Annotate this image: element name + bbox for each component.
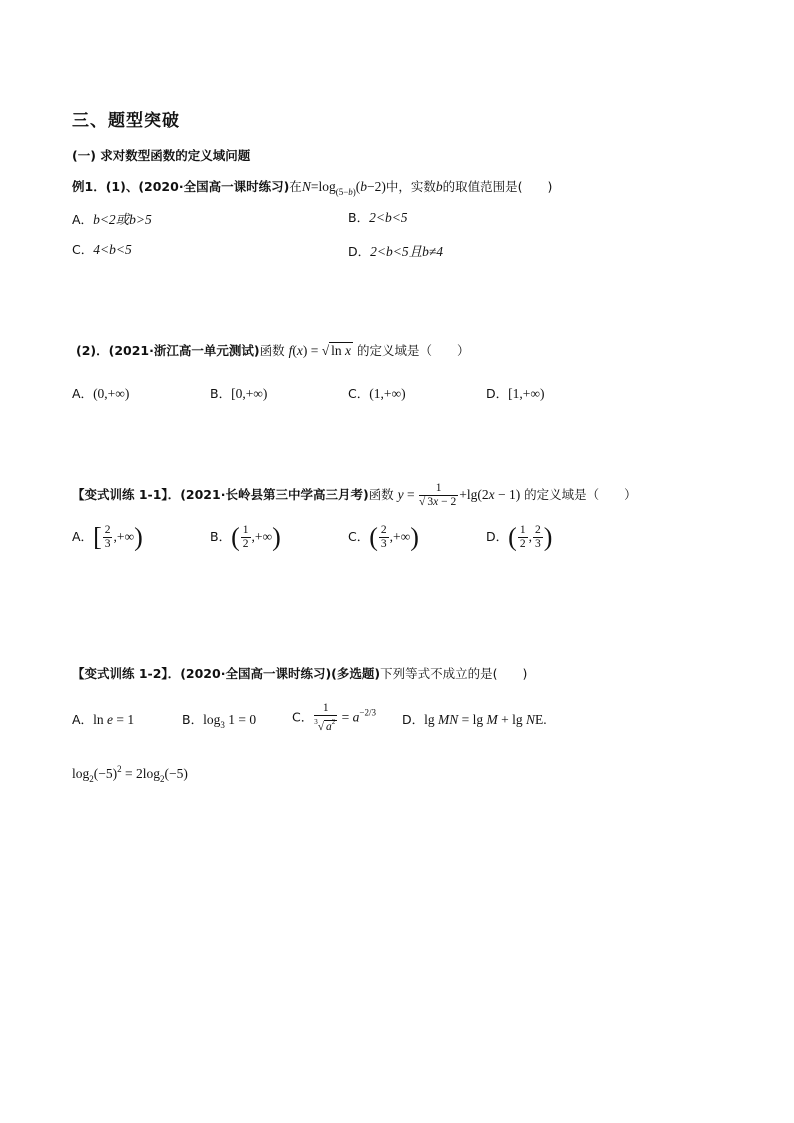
- variant-1-1-question: 【变式训练 1-1】．(2021·长岭县第三中学高三月考)函数 y = $\frac{1}{√ 3x - 2}$ +lg(2x − 1) 的定义域是（ ）: [72, 482, 637, 508]
- variant-1-2-source: (2020·全国高一课时练习)(多选题): [180, 666, 381, 681]
- variant-1-1-option-c: C．( $\frac{2}{3}$ ,+∞): [348, 522, 419, 552]
- formula-log: N: [301, 179, 311, 194]
- formula-function-y: y: [397, 487, 404, 502]
- example-1-prefix: 例1．(1)、: [72, 179, 139, 194]
- variant-1-2-option-e-formula: $\log_2(-5)^2 = 2\log_2(-5)$: [72, 764, 188, 784]
- example-2-option-c: C．(1,+∞): [348, 386, 406, 401]
- variant-1-1-option-b: B．( $\frac{1}{2}$ ,+∞): [210, 522, 281, 552]
- variant-1-1-source: (2021·长岭县第三中学高三月考): [180, 487, 369, 502]
- example-1-source: (2020·全国高一课时练习): [138, 179, 290, 194]
- example-1-option-b: B．2<b<5: [348, 210, 408, 225]
- variant-1-2-option-a: A．ln e = 1: [72, 712, 135, 727]
- variant-1-1-option-a: A．[ $\frac{2}{3}$ ,+∞): [72, 522, 143, 552]
- example-2-option-a: A．(0,+∞): [72, 386, 130, 401]
- example-2-source: (2021·浙江高一单元测试): [108, 343, 260, 358]
- example-1-option-c: C．4<b<5: [72, 242, 132, 257]
- formula-sqrt-ln: f: [288, 343, 293, 358]
- example-2-question: (2)．(2021·浙江高一单元测试)函数 f(x) = √ ln x 的定义域是（ ）: [76, 343, 470, 358]
- section-title: 三、题型突破: [72, 111, 180, 131]
- variant-1-2-option-c: C． $\frac{1}{^3√ a^2}$ = $a^{-2/3}$: [292, 702, 376, 733]
- example-2-option-b: B．[0,+∞): [210, 386, 268, 401]
- variant-1-2-option-b: B．$\log_3 1 = 0$: [182, 712, 257, 730]
- example-1-option-a: A．b<2或b>5: [72, 212, 152, 227]
- variant-1-2-question: 【变式训练 1-2】．(2020·全国高一课时练习)(多选题)下列等式不成立的是( ): [72, 666, 528, 681]
- variant-1-2-option-d: D．lg MN = lg M + lg NE.: [402, 712, 547, 727]
- subsection-title: (一) 求对数型函数的定义域问题: [72, 148, 251, 163]
- example-1-option-d: D．2<b<5且b≠4: [348, 244, 444, 259]
- variant-1-1-option-d: D．( $\frac{1}{2}$ , $\frac{2}{3}$ ): [486, 522, 553, 552]
- example-1-question: 例1．(1)、(2020·全国高一课时练习)在$N=\log_{(5-b)}(b-2)$中，实数b的取值范围是( ): [72, 179, 553, 197]
- example-2-option-d: D．[1,+∞): [486, 386, 545, 401]
